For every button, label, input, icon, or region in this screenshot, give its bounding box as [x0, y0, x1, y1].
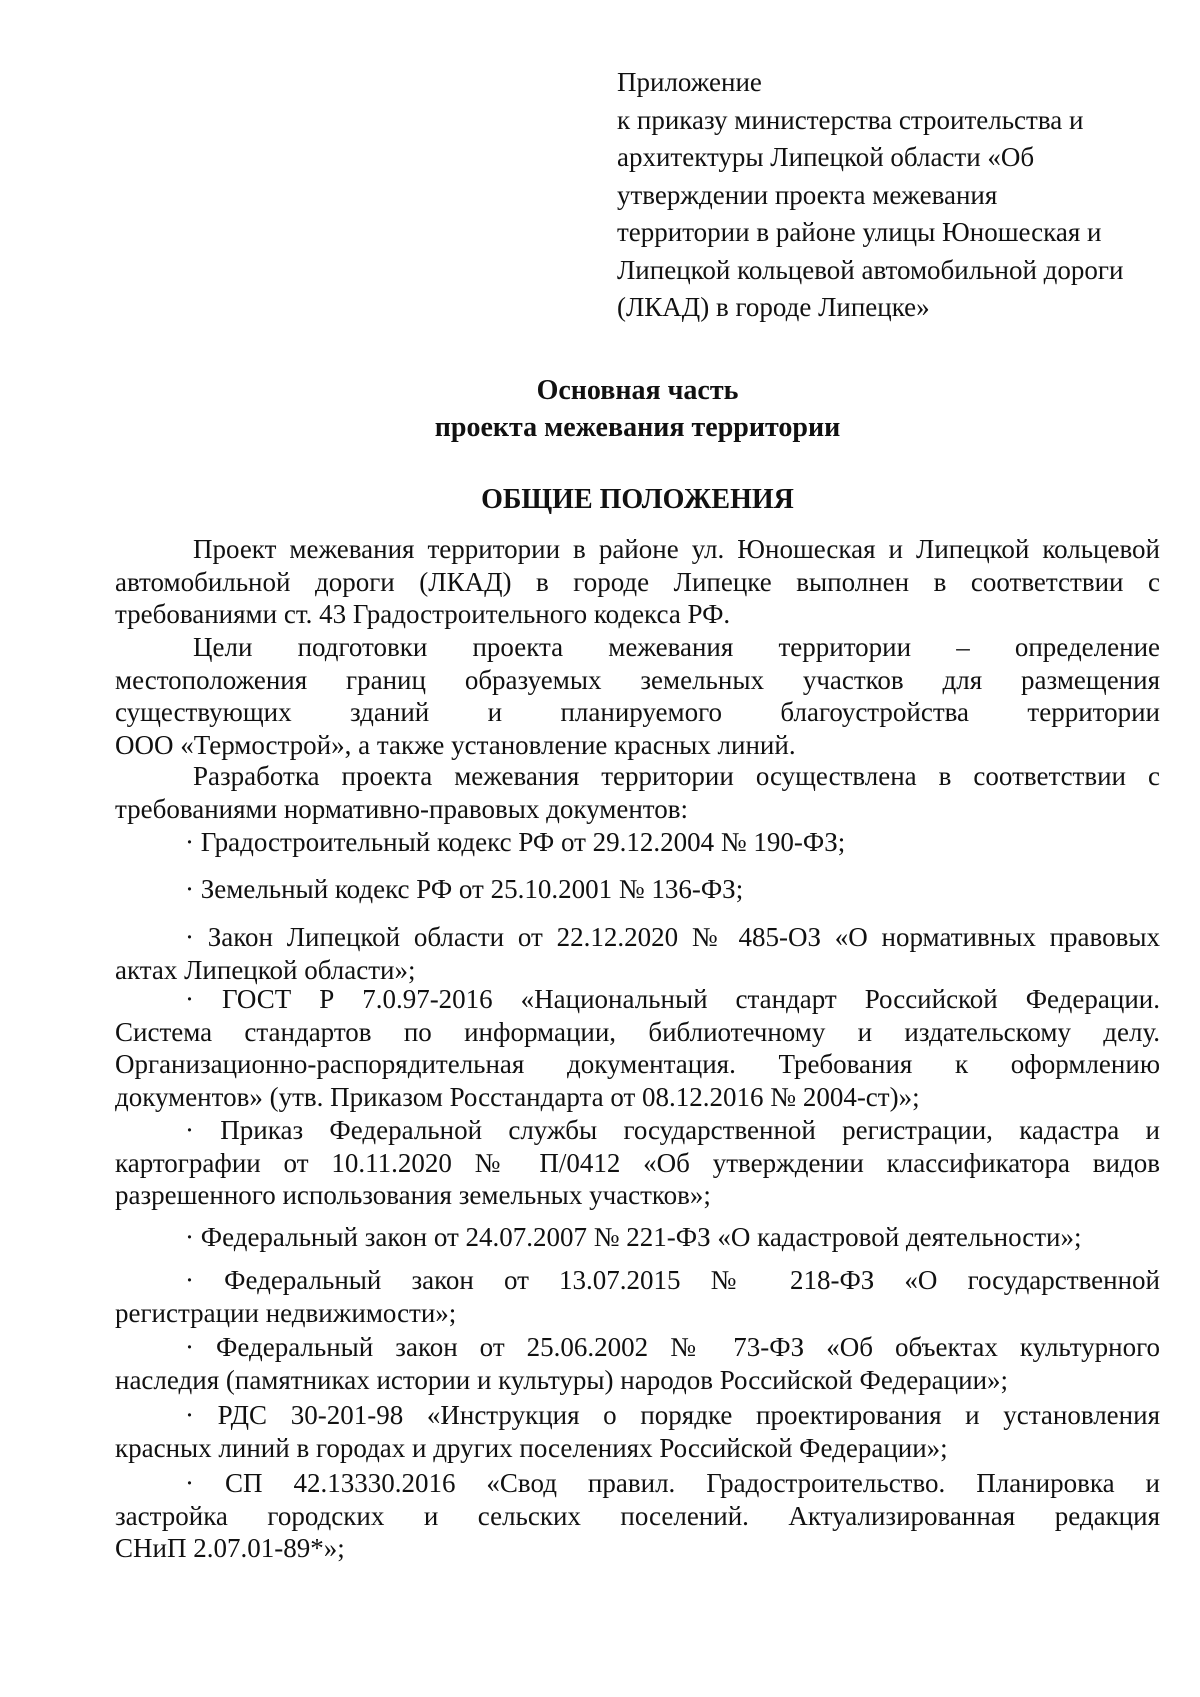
paragraph-intro — [115, 533, 1160, 631]
list-item — [115, 826, 1160, 859]
paragraph-requirements — [115, 760, 1160, 825]
main-title-line: Основная часть — [536, 375, 739, 406]
paragraph-line: существующих зданий и планируемого благоустройства территории — [115, 697, 1160, 727]
list-item — [115, 873, 1160, 906]
list-item — [115, 1399, 1160, 1464]
appendix-line: утверждении проекта межевания — [617, 179, 998, 210]
list-item-line: · Приказ Федеральной службы государственной регистрации, кадастра и — [185, 1115, 1160, 1145]
list-item-line: · Федеральный закон от 13.07.2015 № 218-ФЗ «О государственной — [185, 1265, 1160, 1295]
paragraph-line: местоположения границ образуемых земельных участков для размещения — [115, 664, 1160, 695]
paragraph-line: Проект межевания территории в районе ул. Юношеская и Липецкой кольцевой — [193, 534, 1160, 564]
list-item-line: картографии от 10.11.2020 № П/0412 «Об утверждении классификатора видов — [115, 1147, 1160, 1178]
paragraph-line: ООО «Термострой», а также установление красных линий. — [115, 729, 796, 760]
list-item — [115, 921, 1160, 986]
paragraph-line: автомобильной дороги (ЛКАД) в городе Липецке выполнен в соответствии с — [115, 566, 1160, 597]
list-item — [115, 983, 1160, 1113]
list-item — [115, 1331, 1160, 1396]
list-item-line: · Федеральный закон от 25.06.2002 № 73-ФЗ «Об объектах культурного — [185, 1332, 1160, 1362]
paragraph-line: Цели подготовки проекта межевания территории – определение — [193, 632, 1160, 662]
paragraph-line: Разработка проекта межевания территории осуществлена в соответствии с — [193, 761, 1160, 791]
list-item-line: красных линий в городах и других поселениях Российской Федерации»; — [115, 1432, 948, 1463]
paragraph-line: требованиями ст. 43 Градостроительного кодекса РФ. — [115, 599, 731, 629]
list-item-line: Система стандартов по информации, библиотечному и издательскому делу. — [115, 1016, 1160, 1047]
list-item-line: · РДС 30-201-98 «Инструкция о порядке проектирования и установления — [185, 1400, 1160, 1430]
list-item — [115, 1114, 1160, 1212]
list-item-line: · Градостроительный кодекс РФ от 29.12.2004 № 190-ФЗ; — [185, 827, 846, 857]
paragraph-line: требованиями нормативно-правовых документов: — [115, 793, 688, 824]
paragraph-goals — [115, 631, 1160, 761]
appendix-line: Липецкой кольцевой автомобильной дороги — [617, 254, 1124, 285]
section-title-text: ОБЩИЕ ПОЛОЖЕНИЯ — [481, 484, 794, 515]
list-item-line: · Земельный кодекс РФ от 25.10.2001 № 136-ФЗ; — [185, 874, 744, 904]
list-item-line: СНиП 2.07.01-89*»; — [115, 1533, 345, 1563]
list-item-line: · ГОСТ Р 7.0.97-2016 «Национальный стандарт Российской Федерации. — [185, 984, 1160, 1014]
appendix-line: архитектуры Липецкой области «Об — [617, 142, 1035, 172]
list-item-line: · Федеральный закон от 24.07.2007 № 221-ФЗ «О кадастровой деятельности»; — [185, 1222, 1082, 1252]
list-item-line: Организационно-распорядительная документация. Требования к оформлению — [115, 1049, 1160, 1079]
list-item-line: · Закон Липецкой области от 22.12.2020 № 485-ОЗ «О нормативных правовых — [185, 922, 1160, 952]
appendix-line: к приказу министерства строительства и — [617, 104, 1084, 135]
list-item-line: разрешенного использования земельных участков»; — [115, 1180, 711, 1210]
list-item-line: актах Липецкой области»; — [115, 954, 416, 985]
list-item-line: · СП 42.13330.2016 «Свод правил. Градостроительство. Планировка и — [185, 1468, 1160, 1498]
list-item-line: документов» (утв. Приказом Росстандарта от 08.12.2016 № 2004-ст)»; — [115, 1081, 920, 1112]
appendix-block — [617, 64, 1157, 327]
list-item-line: наследия (памятниках истории и культуры) народов Российской Федерации»; — [115, 1364, 1009, 1395]
section-title — [115, 481, 1160, 518]
appendix-line: Приложение — [617, 67, 762, 97]
list-item — [115, 1467, 1160, 1565]
appendix-line: территории в районе улицы Юношеская и — [617, 217, 1102, 247]
list-item — [115, 1264, 1160, 1329]
list-item-line: застройка городских и сельских поселений. Актуализированная редакция — [115, 1500, 1160, 1531]
list-item-line: регистрации недвижимости»; — [115, 1297, 457, 1328]
main-title-line: проекта межевания территории — [434, 412, 841, 443]
list-item — [115, 1221, 1160, 1254]
main-title — [115, 372, 1160, 446]
appendix-line: (ЛКАД) в городе Липецке» — [617, 292, 930, 322]
